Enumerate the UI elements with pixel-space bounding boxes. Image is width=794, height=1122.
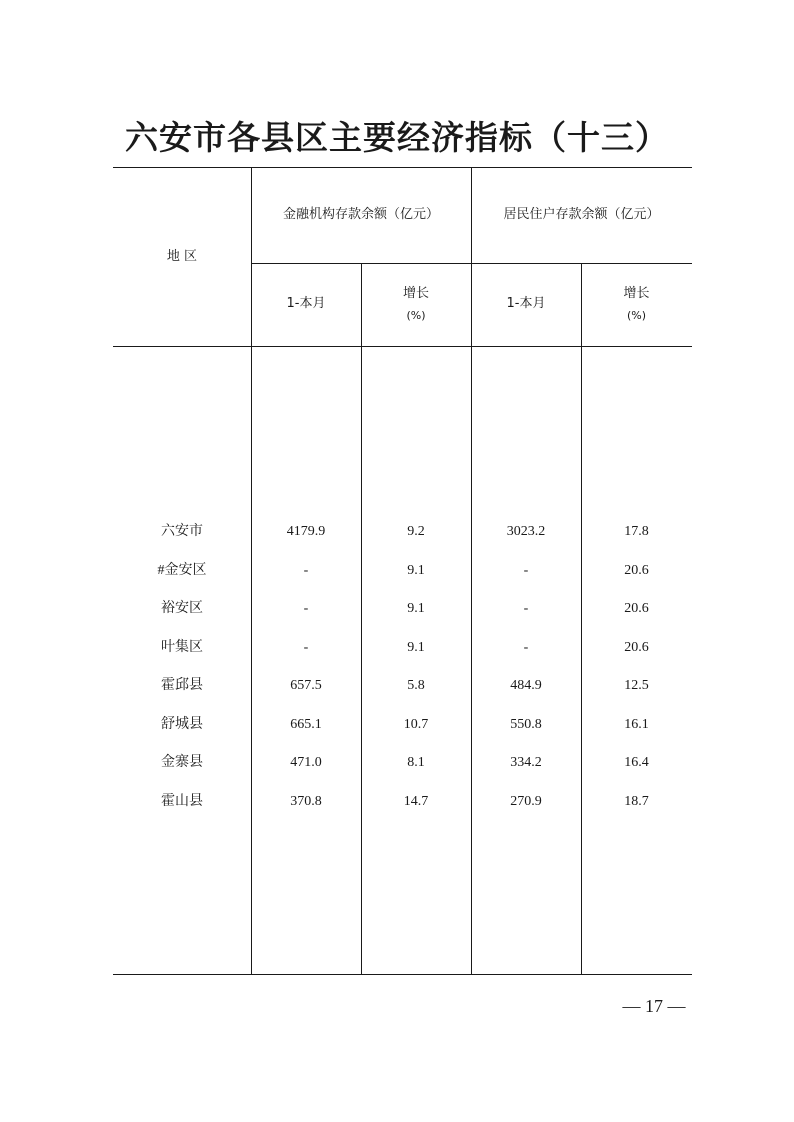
header-period: 1-本月 bbox=[506, 296, 546, 312]
row-financial-deposit: 665.1 bbox=[290, 716, 322, 732]
row-resident-growth: 12.5 bbox=[624, 677, 649, 693]
row-resident-growth: 20.6 bbox=[624, 562, 649, 578]
header-growth bbox=[581, 263, 692, 346]
row-financial-deposit: - bbox=[303, 600, 309, 616]
row-resident-deposit: 484.9 bbox=[510, 677, 542, 693]
row-financial-deposit: 4179.9 bbox=[286, 523, 326, 539]
header-period: 1-本月 bbox=[286, 296, 326, 312]
row-resident-growth: 18.7 bbox=[624, 793, 649, 809]
row-resident-growth: 17.8 bbox=[624, 523, 649, 539]
header-growth bbox=[361, 263, 471, 346]
row-resident-growth: 20.6 bbox=[624, 600, 649, 616]
header-growth-unit: (%) bbox=[406, 308, 426, 322]
header-region: 地 区 bbox=[166, 248, 198, 264]
row-resident-growth: 16.1 bbox=[624, 716, 649, 732]
page-title: 六安市各县区主要经济指标（十三） bbox=[125, 118, 669, 157]
header-growth-label: 增长 bbox=[402, 285, 429, 301]
row-region: 金寨县 bbox=[161, 754, 203, 770]
row-region: 六安市 bbox=[161, 523, 203, 539]
row-resident-deposit: 550.8 bbox=[510, 716, 542, 732]
page-number: — 17 — bbox=[622, 996, 686, 1016]
indicator-table bbox=[113, 167, 692, 975]
row-region: #金安区 bbox=[157, 562, 207, 578]
row-financial-growth: 8.1 bbox=[407, 754, 425, 770]
row-region: 霍邱县 bbox=[161, 677, 203, 693]
table-row bbox=[113, 752, 692, 774]
row-resident-deposit: 3023.2 bbox=[506, 523, 546, 539]
row-financial-deposit: - bbox=[303, 562, 309, 578]
table-row bbox=[113, 521, 692, 543]
header-resident-deposit: 居民住户存款余额（亿元） bbox=[503, 206, 660, 222]
row-resident-deposit: - bbox=[523, 639, 529, 655]
table-row bbox=[113, 791, 692, 813]
row-resident-growth: 16.4 bbox=[624, 754, 649, 770]
row-region: 舒城县 bbox=[161, 716, 203, 732]
row-resident-deposit: - bbox=[523, 600, 529, 616]
table-bottom-rule bbox=[113, 974, 692, 975]
header-growth-label: 增长 bbox=[623, 285, 650, 301]
row-financial-growth: 9.1 bbox=[407, 562, 425, 578]
row-financial-growth: 9.2 bbox=[407, 523, 425, 539]
header-financial-deposit: 金融机构存款余额（亿元） bbox=[282, 206, 439, 222]
row-financial-growth: 5.8 bbox=[407, 677, 425, 693]
row-financial-growth: 9.1 bbox=[407, 600, 425, 616]
table-row bbox=[113, 560, 692, 582]
table-row bbox=[113, 637, 692, 659]
row-region: 裕安区 bbox=[161, 600, 203, 616]
table-row bbox=[113, 675, 692, 697]
row-region: 叶集区 bbox=[161, 639, 203, 655]
row-financial-deposit: 471.0 bbox=[290, 754, 322, 770]
row-resident-deposit: 334.2 bbox=[510, 754, 542, 770]
table-row bbox=[113, 598, 692, 620]
row-resident-deposit: 270.9 bbox=[510, 793, 542, 809]
row-region: 霍山县 bbox=[161, 793, 203, 809]
row-resident-growth: 20.6 bbox=[624, 639, 649, 655]
table-row bbox=[113, 714, 692, 736]
row-financial-growth: 14.7 bbox=[403, 793, 429, 809]
header-growth-unit: (%) bbox=[626, 308, 647, 322]
row-financial-growth: 9.1 bbox=[407, 639, 425, 655]
row-resident-deposit: - bbox=[523, 562, 529, 578]
row-financial-growth: 10.7 bbox=[403, 716, 429, 732]
row-financial-deposit: 370.8 bbox=[290, 793, 322, 809]
row-financial-deposit: - bbox=[303, 639, 309, 655]
row-financial-deposit: 657.5 bbox=[290, 677, 322, 693]
